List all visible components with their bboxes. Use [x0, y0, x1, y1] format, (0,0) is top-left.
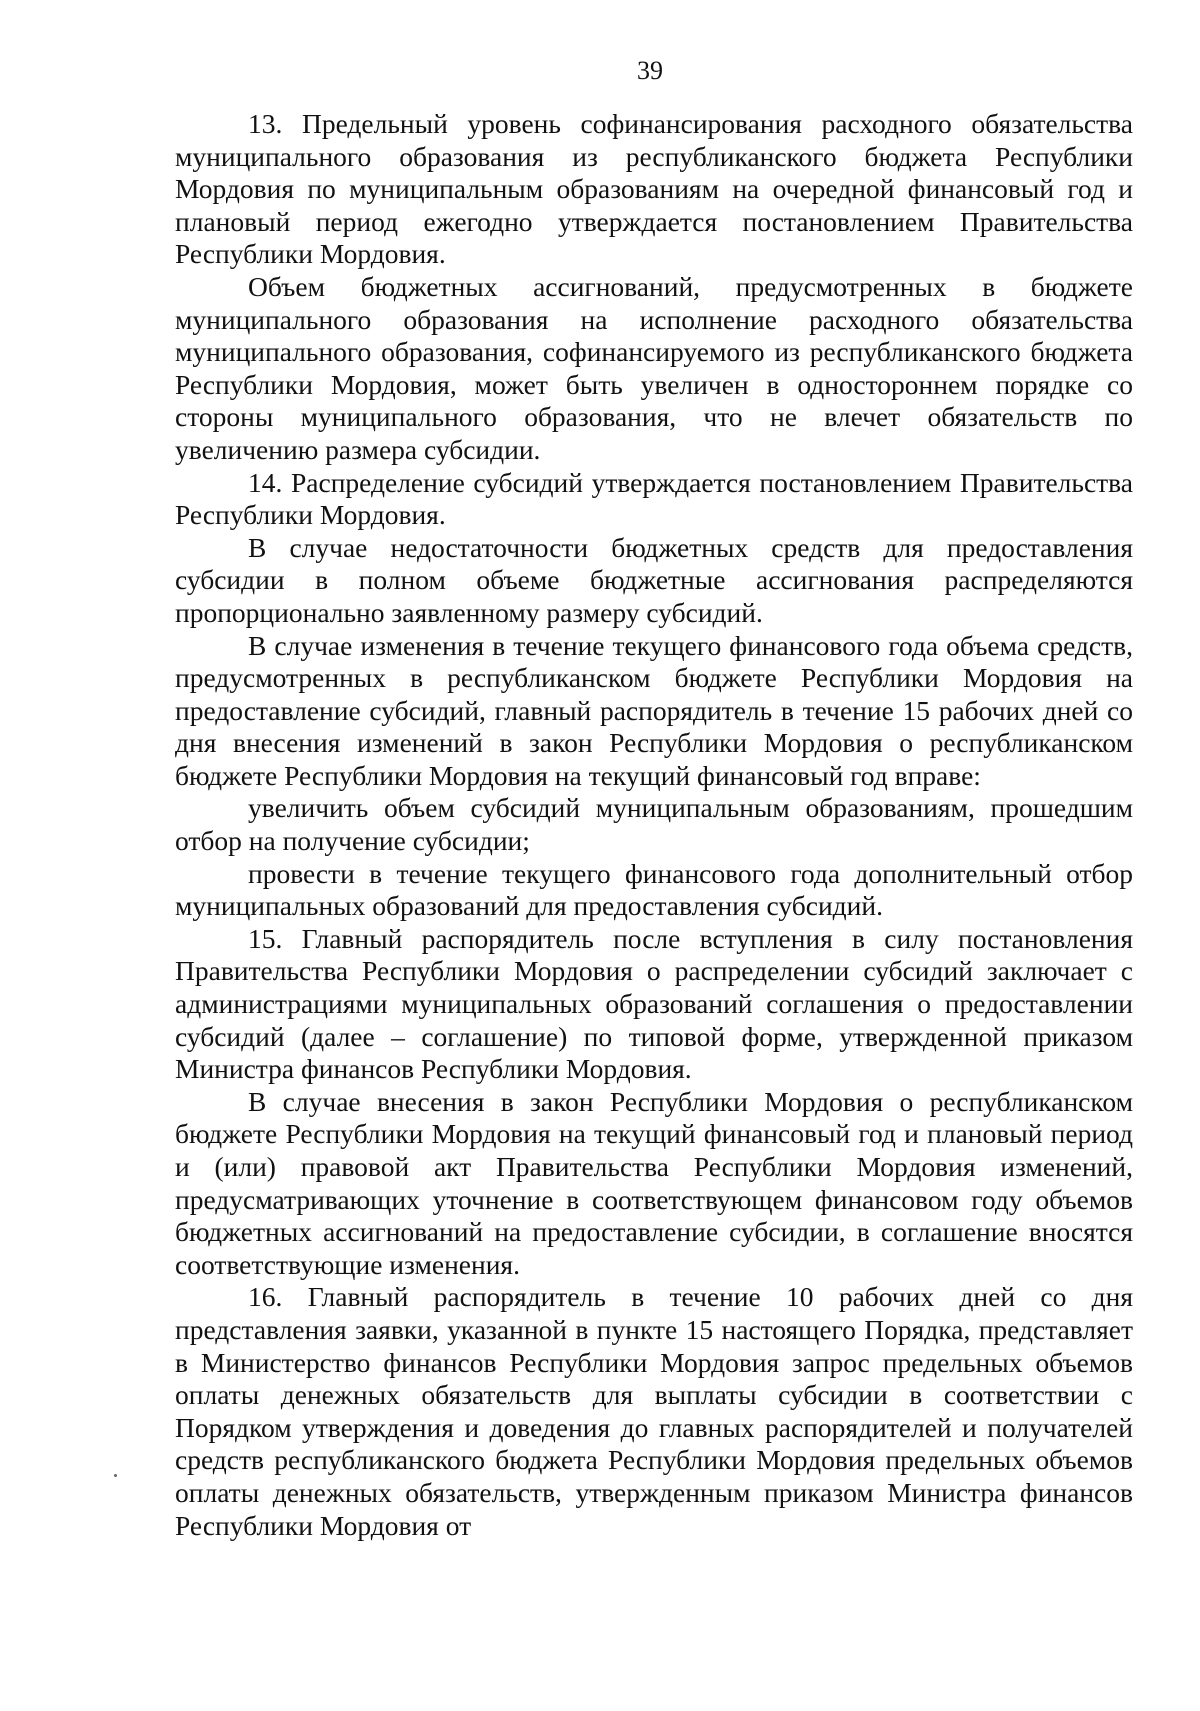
paragraph-16: 16. Главный распорядитель в течение 10 рабочих дней со дня представления заявки, указанной в пункте 15 настоящего Порядка, представляет в Министерство финансов Республики Мордовия запрос предельных объемов оплаты денежных обязательств для выплаты субсидии в соответствии с Порядком утверждения и доведения до главных распорядителей и получателей средств республиканского бюджета Республики Мордовия предельных объемов оплаты денежных обязательств, утвержденным приказом Министра финансов Республики Мордовия от	[175, 1281, 1133, 1541]
paragraph-14: 14. Распределение субсидий утверждается постановлением Правительства Республики Мордовия.	[175, 466, 1133, 531]
paragraph-increase-subsidy: увеличить объем субсидий муниципальным образованиям, прошедшим отбор на получение субсидии;	[175, 792, 1133, 857]
paragraph-13: 13. Предельный уровень софинансирования расходного обязательства муниципального образования из республиканского бюджета Республики Мордовия по муниципальным образованиям на очередной финансовый год и плановый период ежегодно утверждается постановлением Правительства Республики Мордовия.	[175, 108, 1133, 270]
page-number: 39	[637, 56, 663, 85]
scan-speck	[114, 1474, 117, 1477]
paragraph-agreement-changes: В случае внесения в закон Республики Мордовия о республиканском бюджете Республики Мордовия на текущий финансовый год и плановый период и (или) правовой акт Правительства Республики Мордовия изменений, предусматривающих уточнение в соответствующем финансовом году объемов бюджетных ассигнований на предоставление субсидии, в соглашение вносятся соответствующие изменения.	[175, 1085, 1133, 1280]
paragraph-funds-change: В случае изменения в течение текущего финансового года объема средств, предусмотренных в республиканском бюджете Республики Мордовия на предоставление субсидий, главный распорядитель в течение 15 рабочих дней со дня внесения изменений в закон Республики Мордовия о республиканском бюджете Республики Мордовия на текущий финансовый год вправе:	[175, 629, 1133, 791]
paragraph-insufficient-funds: В случае недостаточности бюджетных средств для предоставления субсидии в полном объеме бюджетные ассигнования распределяются пропорционально заявленному размеру субсидий.	[175, 531, 1133, 628]
paragraph-budget-volume: Объем бюджетных ассигнований, предусмотренных в бюджете муниципального образования на исполнение расходного обязательства муниципального образования, софинансируемого из республиканского бюджета Республики Мордовия, может быть увеличен в одностороннем порядке со стороны муниципального образования, что не влечет обязательств по увеличению размера субсидии.	[175, 270, 1133, 465]
paragraph-15: 15. Главный распорядитель после вступления в силу постановления Правительства Республики Мордовия о распределении субсидий заключает с администрациями муниципальных образований соглашения о предоставлении субсидий (далее – соглашение) по типовой форме, утвержденной приказом Министра финансов Республики Мордовия.	[175, 922, 1133, 1085]
document-body	[175, 108, 1133, 1542]
paragraph-additional-selection: провести в течение текущего финансового года дополнительный отбор муниципальных образований для предоставления субсидий.	[175, 857, 1133, 922]
